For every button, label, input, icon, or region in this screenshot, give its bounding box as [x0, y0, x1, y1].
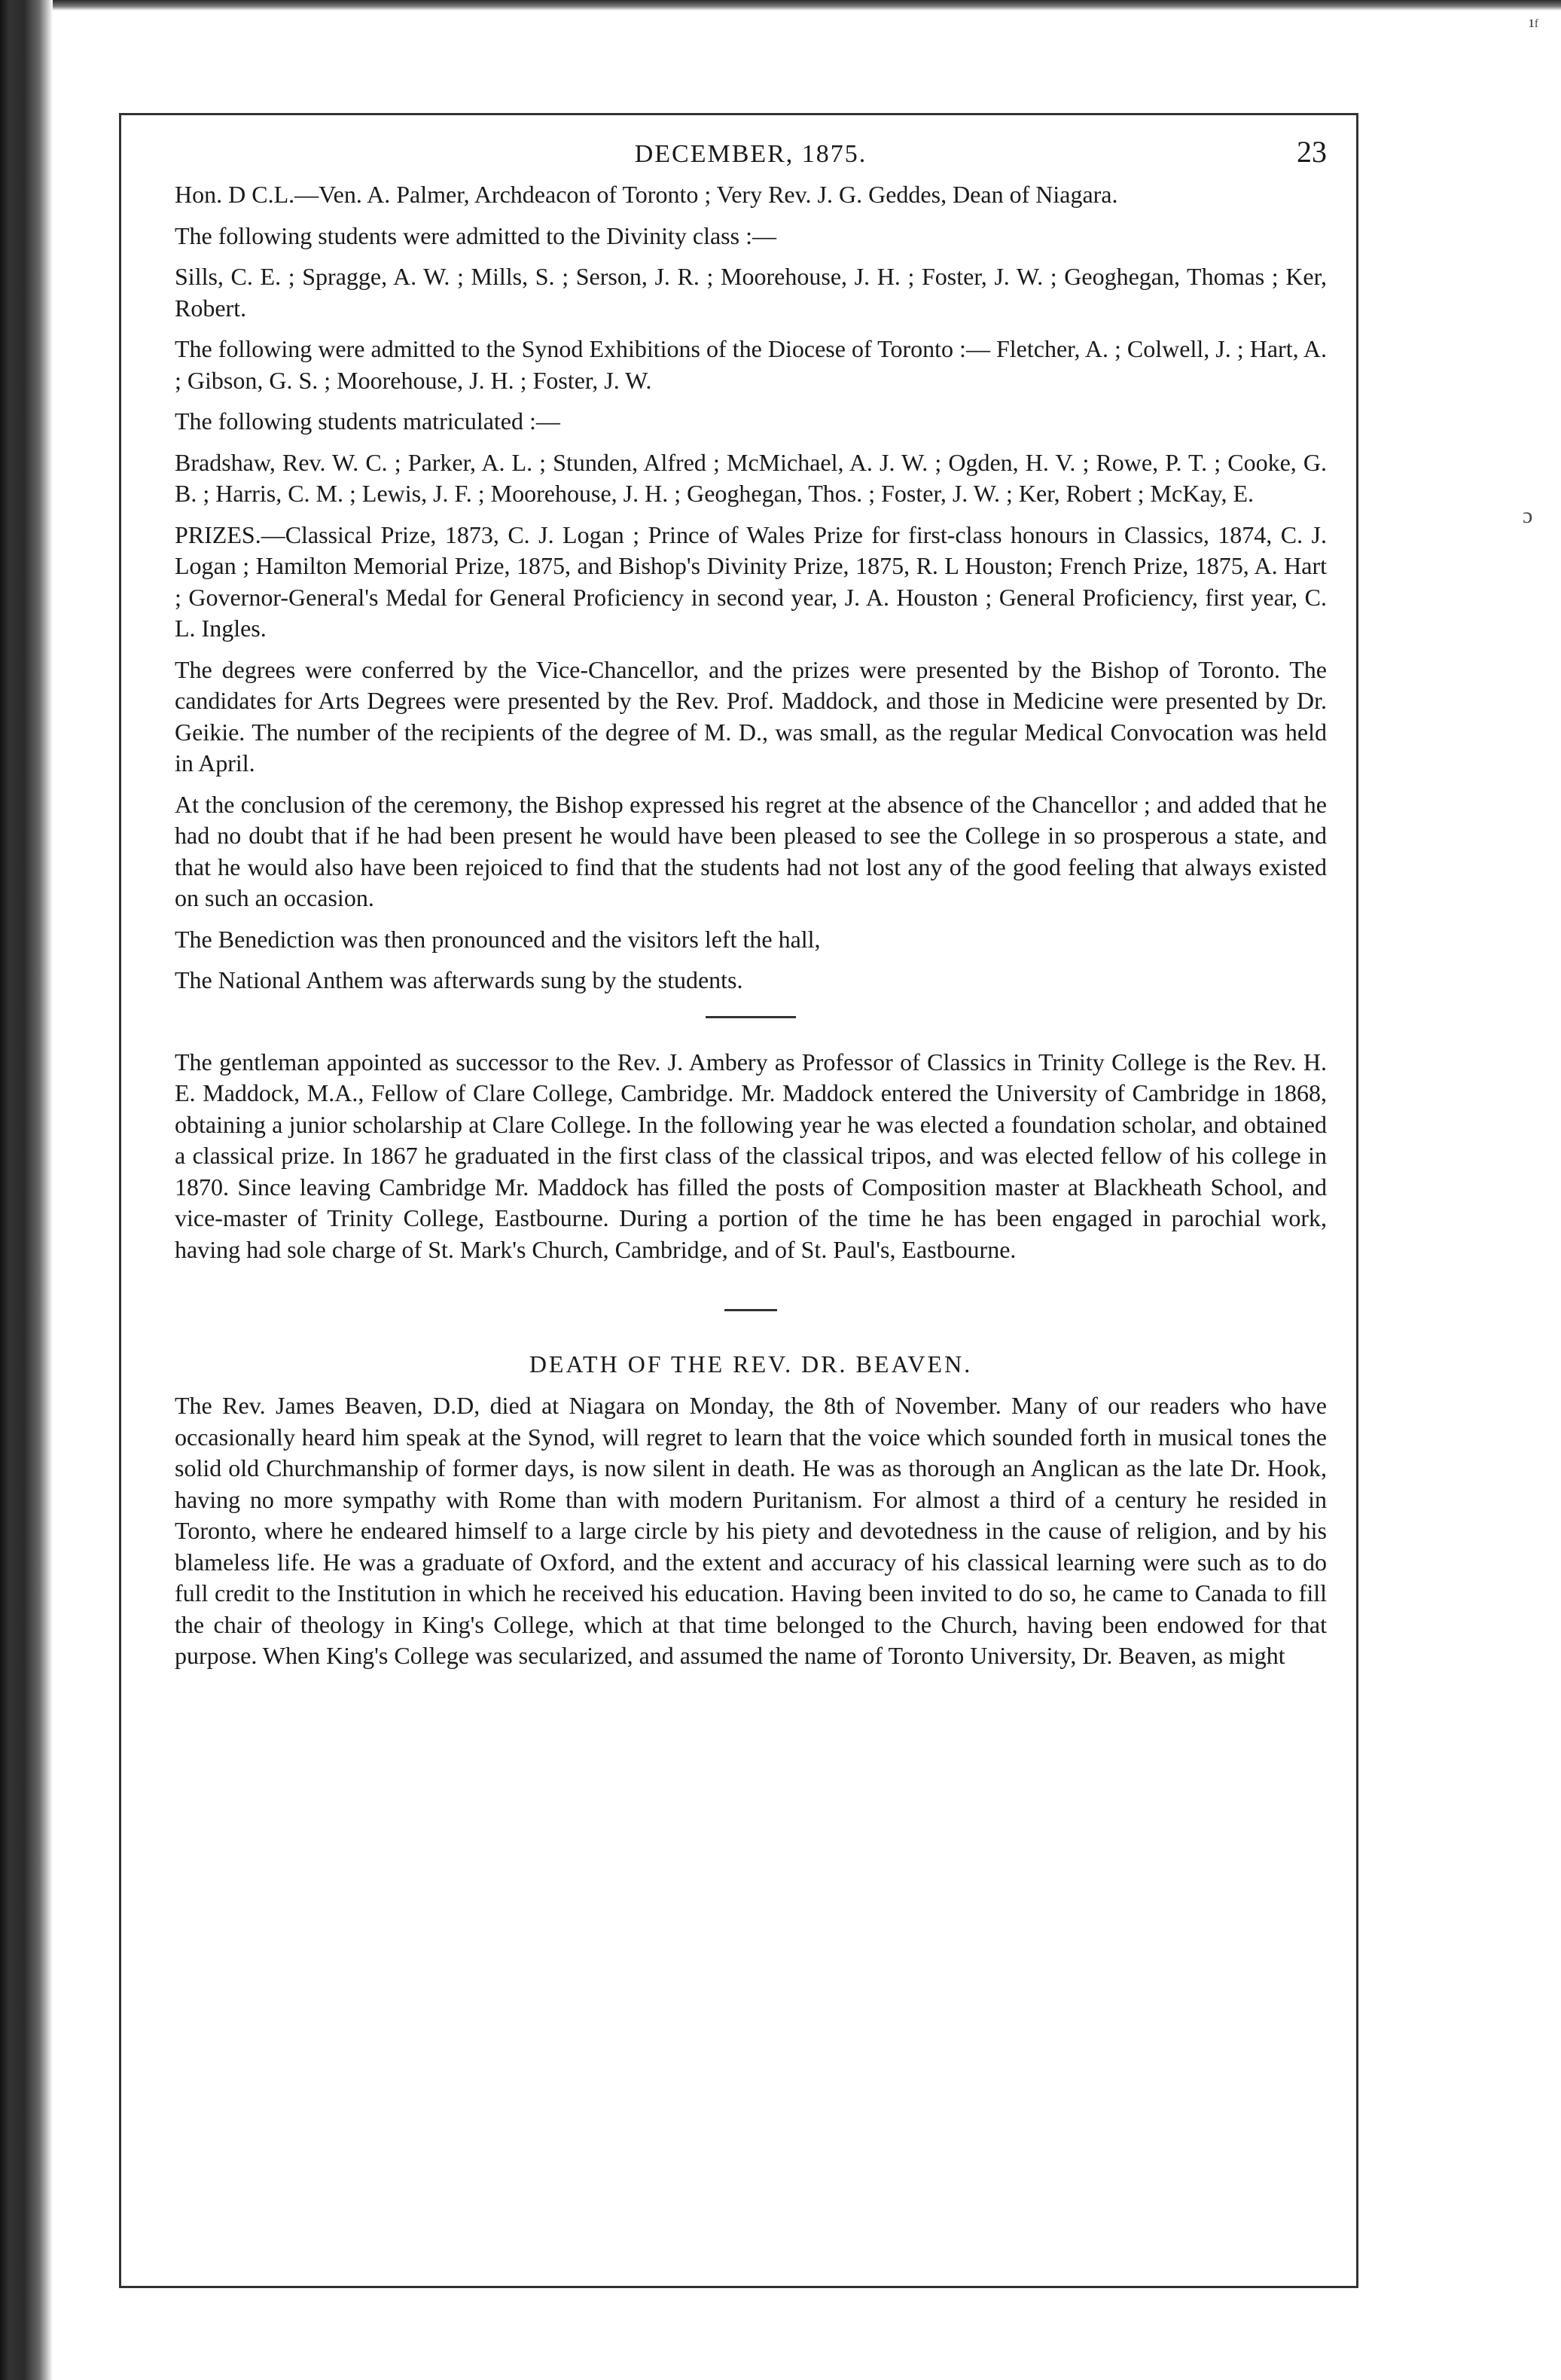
paragraph-prizes: PRIZES.—Classical Prize, 1873, C. J. Logan ; Prince of Wales Prize for first-class honours in Classics, 1874, C. J. Logan ; Hamilton Memorial Prize, 1875, and Bishop's Divinity Prize, 1875, R. L Houston; French Prize, 1875, A. Hart ; Governor-General's Medal for General Proficiency in second year, J. A. Houston ; General Proficiency, first year, C. L. Ingles.: [175, 520, 1327, 642]
margin-mark-top-right: ¹ᶠ: [1529, 15, 1539, 37]
paragraph-matriculated-list: Bradshaw, Rev. W. C. ; Parker, A. L. ; Stunden, Alfred ; McMichael, A. J. W. ; Ogden, H. V. ; Rowe, P. T. ; Cooke, G. B. ; Harris, C. M. ; Lewis, J. F. ; Moorehouse, J. H. ; Geoghegan, Thos. ; Foster, J. W. ; Ker, Robert ; McKay, E.: [175, 448, 1327, 507]
paragraph-maddock: The gentleman appointed as successor to the Rev. J. Ambery as Professor of Classics in Trinity College is the Rev. H. E. Maddock, M.A., Fellow of Clare College, Cambridge. Mr. Maddock entered the University of Cambridge in 1868, obtaining a junior scholarship at Clare College. In the following year he was elected a foundation scholar, and obtained a classical prize. In 1867 he graduated in the first class of the classical tripos, and was elected fellow of his college in 1870. Since leaving Cambridge Mr. Maddock has filled the posts of Composition master at Blackheath School, and vice-master of Trinity College, Eastbourne. During a portion of the time he has been engaged in parochial work, having had sole charge of St. Mark's Church, Cambridge, and of St. Paul's, Eastbourne.: [175, 1048, 1327, 1263]
paragraph-synod-exhibitions: The following were admitted to the Synod Exhibitions of the Diocese of Toronto :— Fletcher, A. ; Colwell, J. ; Hart, A. ; Gibson, G. S. ; Moorehouse, J. H. ; Foster, J. W.: [175, 335, 1327, 394]
paragraph-matriculated-intro: The following students matriculated :—: [175, 407, 560, 435]
frame-rule-bottom: [119, 2286, 1358, 2288]
paragraph-divinity-list: Sills, C. E. ; Spragge, A. W. ; Mills, S. ; Serson, J. R. ; Moorehouse, J. H. ; Foster, J. W. ; Geoghegan, Thomas ; Ker, Robert.: [175, 263, 1327, 322]
obituary-heading: DEATH OF THE REV. DR. BEAVEN.: [529, 1350, 973, 1378]
running-head: [175, 127, 1327, 179]
running-title: DECEMBER, 1875.: [634, 140, 867, 168]
paragraph-divinity-intro: The following students were admitted to the Divinity class :—: [175, 221, 776, 249]
margin-mark-right: ɔ: [1523, 503, 1533, 528]
scan-edge-left: [0, 0, 53, 2380]
paragraph-degrees-conferred: The degrees were conferred by the Vice-Chancellor, and the prizes were presented by the Bishop of Toronto. The candidates for Arts Degrees were presented by the Rev. Prof. Maddock, and those in Medicine were presented by Dr. Geikie. The number of the recipients of the degree of M. D., was small, as the regular Medical Convocation was held in April.: [175, 655, 1327, 777]
section-divider: [706, 1016, 796, 1018]
frame-rule-top: [119, 113, 1358, 115]
paragraph-national-anthem: The National Anthem was afterwards sung by the students.: [175, 966, 743, 993]
section-divider-small: [724, 1309, 777, 1311]
scan-edge-top: [0, 0, 1561, 11]
page-content: [175, 127, 1327, 1682]
paragraph-obituary: The Rev. James Beaven, D.D, died at Niagara on Monday, the 8th of November. Many of our readers who have occasionally heard him speak at the Synod, will regret to learn that the voice which sounded forth in musical tones the solid old Churchmanship of former days, is now silent in death. He was as thorough an Anglican as the late Dr. Hook, having no more sympathy with Rome than with modern Puritanism. For almost a third of a century he resided in Toronto, where he endeared himself to a large circle by his piety and devotedness in the cause of religion, and by his blameless life. He was a graduate of Oxford, and the extent and accuracy of his classical learning were such as to do full credit to the Institution in which he received his education. Having been invited to do so, he came to Canada to fill the chair of theology in King's College, which at that time belonged to the Church, having been endowed for that purpose. When King's College was secularized, and assumed the name of Toronto University, Dr. Beaven, as might: [175, 1392, 1327, 1669]
paragraph-honorary-degrees: Hon. D C.L.—Ven. A. Palmer, Archdeacon of Toronto ; Very Rev. J. G. Geddes, Dean of Niagara.: [175, 181, 1118, 208]
paragraph-benediction: The Benediction was then pronounced and the visitors left the hall,: [175, 925, 821, 953]
page-number: 23: [1297, 135, 1327, 169]
paragraph-conclusion: At the conclusion of the ceremony, the Bishop expressed his regret at the absence of the Chancellor ; and added that he had no doubt that if he had been present he would have been pleased to see the College in so prosperous a state, and that he would also have been rejoiced to find that the students had not lost any of the good feeling that always existed on such an occasion.: [175, 790, 1327, 911]
